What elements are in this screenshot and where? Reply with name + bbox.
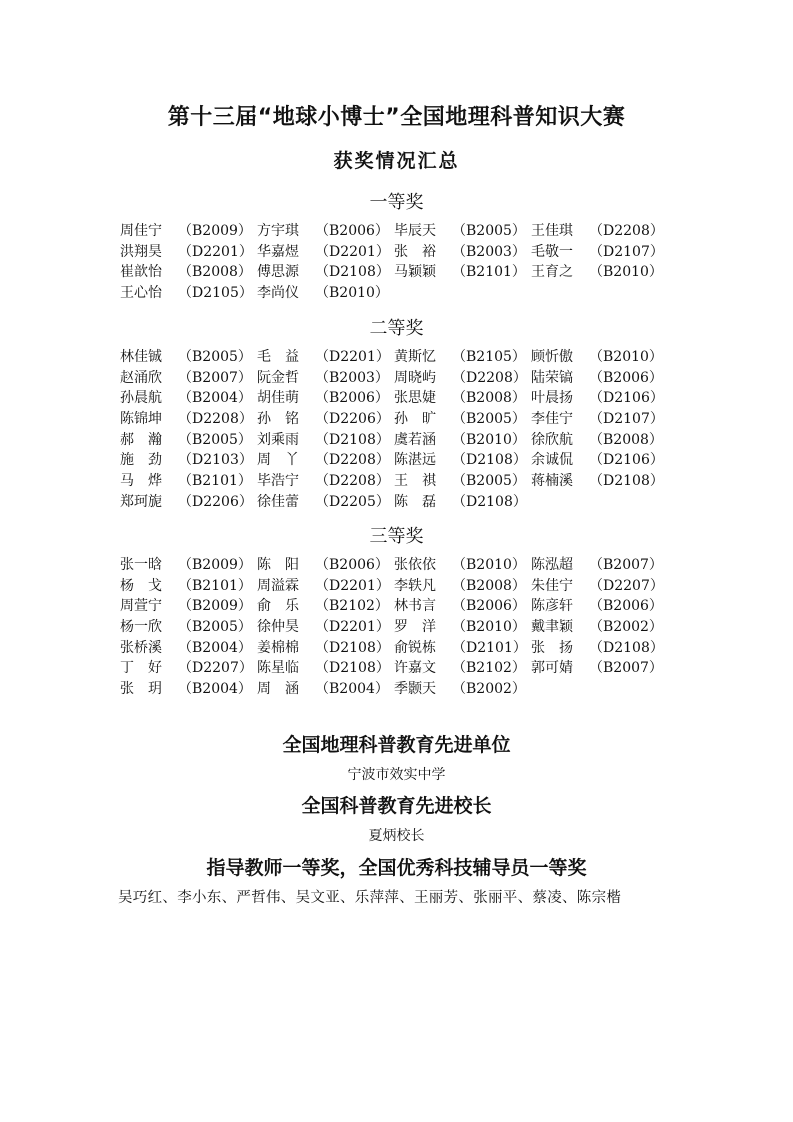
awardee-name: 陈彦轩 xyxy=(531,598,573,615)
awardee-class-code: （B2002） xyxy=(452,681,526,698)
awardee-entry xyxy=(257,492,390,512)
awardee-class-code: （D2201） xyxy=(315,349,390,365)
awardee-class-code: （B2009） xyxy=(178,557,252,573)
awardee-class-code: （D2207） xyxy=(589,577,664,594)
awardee-name: 王心怡 xyxy=(120,285,162,302)
awardee-entry xyxy=(120,450,253,470)
awardee-class-code: （B2009） xyxy=(178,223,252,239)
awardee-entry xyxy=(394,638,527,658)
awardee-entry xyxy=(394,368,527,388)
awardee-name: 余诚侃 xyxy=(531,452,573,469)
awardee-entry xyxy=(531,617,663,637)
award-row xyxy=(120,555,680,576)
teacher-award-names: 吴巧红、李小东、严哲伟、吴文亚、乐萍萍、王丽芳、张丽平、蔡凌、陈宗楷 xyxy=(118,890,622,906)
teacher-award-heading: 指导教师一等奖，全国优秀科技辅导员一等奖 xyxy=(206,857,587,879)
awardee-name: 朱佳宁 xyxy=(531,577,573,594)
awardee-name: 张思婕 xyxy=(394,390,436,407)
awardee-entry xyxy=(257,555,389,575)
award-row xyxy=(120,617,680,638)
document-title: 第十三届“地球小博士”全国地理科普知识大赛 xyxy=(167,105,626,130)
third-prize-heading: 三等奖 xyxy=(369,526,424,547)
awardee-entry xyxy=(257,638,390,658)
awardee-class-code: （B2101） xyxy=(178,577,252,594)
awardee-entry xyxy=(257,242,390,262)
awardee-class-code: （D2201） xyxy=(315,577,390,594)
awardee-entry xyxy=(120,492,253,512)
awardee-entry xyxy=(531,658,663,678)
awardee-entry xyxy=(257,283,389,303)
awardee-name: 季颢天 xyxy=(394,681,436,698)
awardee-name: 徐仲昊 xyxy=(257,619,299,636)
awardee-class-code: （B2006） xyxy=(315,390,389,407)
awardee-entry xyxy=(531,576,664,596)
awardee-class-code: （B2004） xyxy=(315,681,389,698)
awardee-name: 黄斯忆 xyxy=(394,349,436,365)
awardee-name: 周佳宁 xyxy=(120,223,162,239)
award-row xyxy=(120,242,680,263)
awardee-class-code: （B2009） xyxy=(178,598,252,615)
awardee-class-code: （D2108） xyxy=(589,473,664,490)
awardee-entry xyxy=(120,430,252,450)
awardee-entry xyxy=(394,658,526,678)
awardee-name: 郭可婧 xyxy=(531,660,573,677)
awardee-entry xyxy=(394,221,526,241)
awardee-name: 俞锐栋 xyxy=(394,639,436,656)
awardee-entry xyxy=(531,221,664,241)
awardee-name: 王佳琪 xyxy=(531,223,573,239)
awardee-entry xyxy=(531,242,664,262)
document-subtitle: 获奖情况汇总 xyxy=(333,150,460,172)
awardee-entry xyxy=(394,679,526,699)
awardee-entry xyxy=(394,555,526,575)
awardee-name: 徐欣航 xyxy=(531,431,573,448)
award-row xyxy=(120,347,680,368)
awardee-name: 陆荣镐 xyxy=(531,369,573,386)
awardee-name: 陈锦坤 xyxy=(120,411,162,428)
awardee-entry xyxy=(120,242,253,262)
advanced-principal-value: 夏炳校长 xyxy=(368,828,425,844)
award-row xyxy=(120,388,680,409)
awardee-name: 洪翔昊 xyxy=(120,243,162,260)
awardee-entry xyxy=(120,471,252,491)
awardee-entry xyxy=(394,409,526,429)
awardee-class-code: （B2006） xyxy=(315,557,389,573)
awardee-name: 马 烨 xyxy=(120,473,162,490)
awardee-name: 方宇琪 xyxy=(257,223,299,239)
awardee-name: 毕辰天 xyxy=(394,223,436,239)
awardee-entry xyxy=(531,368,663,388)
awardee-class-code: （B2105） xyxy=(452,349,526,365)
award-row xyxy=(120,492,680,513)
awardee-class-code: （B2008） xyxy=(178,264,252,281)
awardee-entry xyxy=(120,617,252,637)
awardee-name: 杨 戈 xyxy=(120,577,162,594)
awardee-name: 张 扬 xyxy=(531,639,573,656)
award-row xyxy=(120,658,680,679)
awardee-class-code: （B2010） xyxy=(315,285,389,302)
awardee-name: 郑珂旎 xyxy=(120,493,162,510)
awardee-entry xyxy=(120,679,252,699)
awardee-class-code: （B2005） xyxy=(452,473,526,490)
award-row xyxy=(120,262,680,283)
awardee-entry xyxy=(531,450,664,470)
awardee-class-code: （B2007） xyxy=(178,369,252,386)
awardee-entry xyxy=(257,368,389,388)
awardee-class-code: （B2002） xyxy=(589,619,663,636)
awardee-name: 陈 磊 xyxy=(394,493,436,510)
advanced-unit-heading: 全国地理科普教育先进单位 xyxy=(282,734,511,756)
awardee-name: 胡佳萌 xyxy=(257,390,299,407)
awardee-entry xyxy=(257,658,390,678)
awardee-name: 徐佳蕾 xyxy=(257,493,299,510)
second-prize-list xyxy=(120,347,680,513)
awardee-name: 华嘉煜 xyxy=(257,243,299,260)
award-row xyxy=(120,679,680,700)
awardee-class-code: （B2006） xyxy=(589,598,663,615)
awardee-name: 阮金哲 xyxy=(257,369,299,386)
award-row xyxy=(120,409,680,430)
awardee-entry xyxy=(394,596,526,616)
awardee-entry xyxy=(120,409,253,429)
awardee-class-code: （D2108） xyxy=(452,493,527,510)
awardee-name: 俞 乐 xyxy=(257,598,299,615)
awardee-entry xyxy=(257,409,390,429)
awardee-class-code: （D2108） xyxy=(315,431,390,448)
awardee-name: 周溢霖 xyxy=(257,577,299,594)
awardee-name: 郝 瀚 xyxy=(120,431,162,448)
awardee-name: 毛敬一 xyxy=(531,243,573,260)
awardee-name: 陈星临 xyxy=(257,660,299,677)
awardee-entry xyxy=(120,262,252,282)
awardee-class-code: （D2107） xyxy=(589,411,664,428)
awardee-class-code: （D2105） xyxy=(178,285,253,302)
awardee-class-code: （B2004） xyxy=(178,681,252,698)
awardee-class-code: （B2006） xyxy=(452,598,526,615)
awardee-class-code: （B2005） xyxy=(178,431,252,448)
awardee-entry xyxy=(257,596,389,616)
awardee-entry xyxy=(531,471,664,491)
awardee-class-code: （D2201） xyxy=(315,619,390,636)
awardee-class-code: （B2010） xyxy=(452,557,526,573)
awardee-class-code: （B2005） xyxy=(452,411,526,428)
awardee-name: 崔歆怡 xyxy=(120,264,162,281)
awardee-entry xyxy=(257,221,389,241)
awardee-class-code: （B2007） xyxy=(589,660,663,677)
awardee-class-code: （B2004） xyxy=(178,390,252,407)
second-prize-heading: 二等奖 xyxy=(369,318,424,339)
awardee-entry xyxy=(120,283,253,303)
awardee-class-code: （D2108） xyxy=(589,639,664,656)
awardee-name: 张 玥 xyxy=(120,681,162,698)
awardee-class-code: （D2208） xyxy=(315,452,390,469)
awardee-name: 孙 旷 xyxy=(394,411,436,428)
awardee-class-code: （B2005） xyxy=(178,619,252,636)
awardee-name: 毕浩宁 xyxy=(257,473,299,490)
awardee-entry xyxy=(257,430,390,450)
advanced-unit-value: 宁波市效实中学 xyxy=(347,767,446,783)
awardee-class-code: （D2103） xyxy=(178,452,253,469)
awardee-entry xyxy=(394,388,526,408)
awardee-class-code: （D2205） xyxy=(315,493,390,510)
awardee-name: 李轶凡 xyxy=(394,577,436,594)
awardee-class-code: （B2101） xyxy=(178,473,252,490)
awardee-entry xyxy=(257,262,390,282)
awardee-entry xyxy=(257,347,390,367)
awardee-entry xyxy=(257,617,390,637)
awardee-name: 罗 洋 xyxy=(394,619,436,636)
awardee-entry xyxy=(257,679,389,699)
awardee-name: 顾忻傲 xyxy=(531,349,573,365)
awardee-name: 姜棉棉 xyxy=(257,639,299,656)
awardee-class-code: （D2106） xyxy=(589,390,664,407)
awardee-class-code: （D2207） xyxy=(178,660,253,677)
awardee-entry xyxy=(394,617,526,637)
awardee-entry xyxy=(394,471,526,491)
awardee-name: 赵涌欣 xyxy=(120,369,162,386)
awardee-entry xyxy=(531,388,664,408)
awardee-class-code: （D2208） xyxy=(589,223,664,239)
awardee-class-code: （B2008） xyxy=(452,577,526,594)
awardee-class-code: （B2010） xyxy=(452,619,526,636)
awardee-name: 李尚仪 xyxy=(257,285,299,302)
awardee-name: 施 劲 xyxy=(120,452,162,469)
awardee-class-code: （D2206） xyxy=(178,493,253,510)
awardee-entry xyxy=(120,658,253,678)
awardee-class-code: （B2007） xyxy=(589,557,663,573)
award-row xyxy=(120,430,680,451)
awardee-name: 蒋楠溪 xyxy=(531,473,573,490)
awardee-name: 杨一欣 xyxy=(120,619,162,636)
awardee-entry xyxy=(394,347,526,367)
awardee-name: 王育之 xyxy=(531,264,573,281)
first-prize-heading: 一等奖 xyxy=(369,192,424,213)
awardee-name: 林书言 xyxy=(394,598,436,615)
awardee-class-code: （B2003） xyxy=(315,369,389,386)
awardee-name: 刘乘雨 xyxy=(257,431,299,448)
awardee-name: 陈湛远 xyxy=(394,452,436,469)
awardee-class-code: （D2101） xyxy=(452,639,527,656)
awardee-class-code: （D2201） xyxy=(178,243,253,260)
awardee-name: 周 丫 xyxy=(257,452,299,469)
awardee-entry xyxy=(257,388,389,408)
advanced-principal-heading: 全国科普教育先进校长 xyxy=(301,795,492,817)
awardee-entry xyxy=(531,409,664,429)
awardee-class-code: （B2008） xyxy=(589,431,663,448)
awardee-name: 周萱宁 xyxy=(120,598,162,615)
awardee-class-code: （B2004） xyxy=(178,639,252,656)
awardee-class-code: （B2010） xyxy=(589,349,663,365)
awardee-entry xyxy=(531,596,663,616)
award-row xyxy=(120,221,680,242)
awardee-class-code: （D2208） xyxy=(452,369,527,386)
awardee-class-code: （B2006） xyxy=(315,223,389,239)
awardee-name: 周 涵 xyxy=(257,681,299,698)
awardee-entry xyxy=(120,638,252,658)
awardee-class-code: （B2003） xyxy=(452,243,526,260)
awardee-name: 林佳铖 xyxy=(120,349,162,365)
awardee-class-code: （D2208） xyxy=(178,411,253,428)
awardee-entry xyxy=(120,368,252,388)
awardee-name: 陈 阳 xyxy=(257,557,299,573)
award-row xyxy=(120,450,680,471)
awardee-name: 马颖颖 xyxy=(394,264,436,281)
awardee-name: 戴聿颖 xyxy=(531,619,573,636)
first-prize-list xyxy=(120,221,680,304)
awardee-name: 毛 益 xyxy=(257,349,299,365)
awardee-entry xyxy=(120,221,252,241)
awardee-entry xyxy=(394,450,527,470)
awardee-entry xyxy=(120,596,252,616)
awardee-entry xyxy=(531,347,663,367)
awardee-class-code: （D2206） xyxy=(315,411,390,428)
awardee-class-code: （D2106） xyxy=(589,452,664,469)
awardee-entry xyxy=(394,492,527,512)
awardee-class-code: （D2108） xyxy=(315,264,390,281)
awardee-entry xyxy=(531,638,664,658)
awardee-class-code: （D2108） xyxy=(315,639,390,656)
awardee-class-code: （D2201） xyxy=(315,243,390,260)
awardee-class-code: （B2102） xyxy=(452,660,526,677)
awardee-entry xyxy=(120,347,252,367)
awardee-class-code: （B2006） xyxy=(589,369,663,386)
awardee-name: 傅思源 xyxy=(257,264,299,281)
award-row xyxy=(120,471,680,492)
awardee-name: 王 祺 xyxy=(394,473,436,490)
awardee-entry xyxy=(531,262,663,282)
awardee-name: 李佳宁 xyxy=(531,411,573,428)
awardee-class-code: （B2102） xyxy=(315,598,389,615)
award-row xyxy=(120,283,680,304)
awardee-entry xyxy=(394,242,526,262)
awardee-class-code: （B2101） xyxy=(452,264,526,281)
awardee-entry xyxy=(531,430,663,450)
awardee-class-code: （B2010） xyxy=(589,264,663,281)
awardee-name: 叶晨扬 xyxy=(531,390,573,407)
awardee-name: 丁 好 xyxy=(120,660,162,677)
awardee-name: 陈泓超 xyxy=(531,557,573,573)
awardee-name: 孙晨航 xyxy=(120,390,162,407)
awardee-class-code: （D2208） xyxy=(315,473,390,490)
awardee-name: 张桥溪 xyxy=(120,639,162,656)
awardee-entry xyxy=(394,576,526,596)
awardee-entry xyxy=(394,430,526,450)
awardee-entry xyxy=(257,450,390,470)
awardee-class-code: （B2010） xyxy=(452,431,526,448)
awardee-entry xyxy=(120,388,252,408)
awardee-name: 孙 铭 xyxy=(257,411,299,428)
awardee-class-code: （B2005） xyxy=(452,223,526,239)
awardee-entry xyxy=(531,555,663,575)
awardee-class-code: （D2108） xyxy=(315,660,390,677)
awardee-entry xyxy=(120,576,252,596)
awardee-name: 张一晗 xyxy=(120,557,162,573)
award-row xyxy=(120,638,680,659)
third-prize-list xyxy=(120,555,680,700)
awardee-class-code: （D2107） xyxy=(589,243,664,260)
awardee-class-code: （D2108） xyxy=(452,452,527,469)
awardee-name: 虞若涵 xyxy=(394,431,436,448)
award-row xyxy=(120,368,680,389)
awardee-entry xyxy=(120,555,252,575)
awardee-entry xyxy=(257,471,390,491)
award-row xyxy=(120,596,680,617)
awardee-class-code: （B2005） xyxy=(178,349,252,365)
awardee-entry xyxy=(394,262,526,282)
awardee-entry xyxy=(257,576,390,596)
award-row xyxy=(120,576,680,597)
awardee-name: 张依依 xyxy=(394,557,436,573)
awardee-name: 许嘉文 xyxy=(394,660,436,677)
awardee-name: 周晓屿 xyxy=(394,369,436,386)
awardee-class-code: （B2008） xyxy=(452,390,526,407)
awardee-name: 张 裕 xyxy=(394,243,436,260)
